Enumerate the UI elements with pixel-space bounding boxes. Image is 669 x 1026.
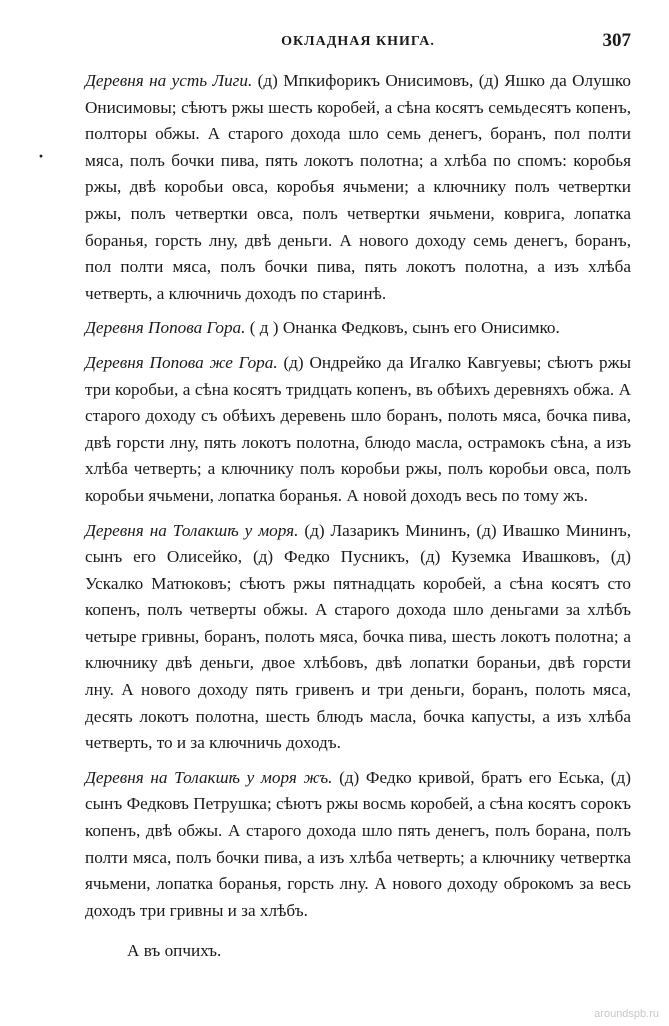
village-text: ( д ) Онанка Федковъ, сынъ его Онисимко.: [245, 318, 560, 338]
village-text: (д) Федко кривой, братъ его Еська, (д) сынъ Федковъ Петрушка; сѣютъ ржы восмь коробей, а сѣна косятъ сорокъ копенъ, двѣ обжы. А старого дохода шло пять денегъ, полъ борана, полъ полти мяса, полъ бочки пива, а изъ хлѣба четверть; а ключнику четвертка ячьмени, лопатка боранья, горсть лну. А нового доходу оброкомъ за весь доходъ три гривны и за хлѣбъ.: [85, 767, 631, 920]
page-number: 307: [602, 30, 631, 51]
watermark: aroundspb.ru: [594, 1008, 659, 1020]
village-entry: [85, 68, 631, 307]
village-text: (д) Мпкифорикъ Онисимовъ, (д) Яшко да Олушко Онисимовы; сѣютъ ржы шесть коробей, а сѣна косятъ семьдесятъ копенъ, полторы обжы. А старого дохода шло семь денегъ, боранъ, пол полти мяса, полъ бочки пива, пять локотъ полотна; а хлѣба по спомъ: коробья ржы, двѣ коробьи овса, коробья ячьмени; а ключнику полъ четвертки ржы, полъ четвертки овса, полъ четвертки ячьмени, коврига, лопатка боранья, горсть лну, двѣ деньги. А нового доходу семь денегъ, боранъ, пол полти мяса, полъ бочки пива, пять локотъ полотна, а изъ хлѣба четверть, а ключничь доходъ по старинѣ.: [85, 71, 631, 303]
margin-mark: ·: [38, 146, 45, 166]
village-entry: [85, 315, 631, 342]
village-entry: [85, 350, 631, 510]
running-title: ОКЛАДНАЯ КНИГА.: [281, 34, 435, 49]
village-title: Деревня на усть Лиги.: [85, 71, 253, 90]
closing-heading: А въ опчихъ.: [127, 941, 222, 961]
village-text: (д) Ондрейко да Игалко Кавгуевы; сѣютъ ржы три коробьи, а сѣна косятъ тридцать копенъ, въ обѣихъ деревняхъ обжа. А старого доходу съ обѣихъ деревень шло боранъ, полоть мяса, бочка пива, двѣ горсти лну, пять локотъ полотна, блюдо масла, острамокъ сѣна, а изъ хлѣба четверть; а ключнику полъ коробьи ржы, полъ коробьи овса, полъ коробьи ячьмени, лопатка боранья. А новой доходъ весь по тому жъ.: [85, 352, 632, 505]
village-title: Деревня на Толакшѣ у моря.: [85, 520, 299, 540]
body-text: [85, 68, 631, 965]
village-title: Деревня Попова Гора.: [85, 318, 246, 338]
village-entry: [85, 765, 631, 925]
page-header: [85, 30, 631, 56]
village-title: Деревня Попова же Гора.: [85, 352, 278, 372]
village-title: Деревня на Толакшѣ у моря жъ.: [85, 767, 333, 787]
village-entry: [85, 518, 631, 757]
village-text: (д) Лазарикъ Мининъ, (д) Ивашко Мининъ, сынъ его Олисейко, (д) Федко Пусникъ, (д) Куземка Ивашковъ, (д) Ускалко Матюковъ; сѣютъ ржы пятнадцать коробей, а сѣна косятъ сто копенъ, полъ четверты обжы. А старого дохода шло деньгами за хлѣбъ четыре гривны, боранъ, полоть мяса, бочка пива, шесть локотъ полотна; а ключнику двѣ деньги, двое хлѣбовъ, двѣ лопатки бораньи, двѣ горсти лну. А нового доходу пять гривенъ и три деньги, боранъ, полоть мяса, десять локотъ полотна, шесть блюдъ масла, бочка капусты, а изъ хлѣба четверть, то и за ключничь доходъ.: [85, 520, 632, 753]
